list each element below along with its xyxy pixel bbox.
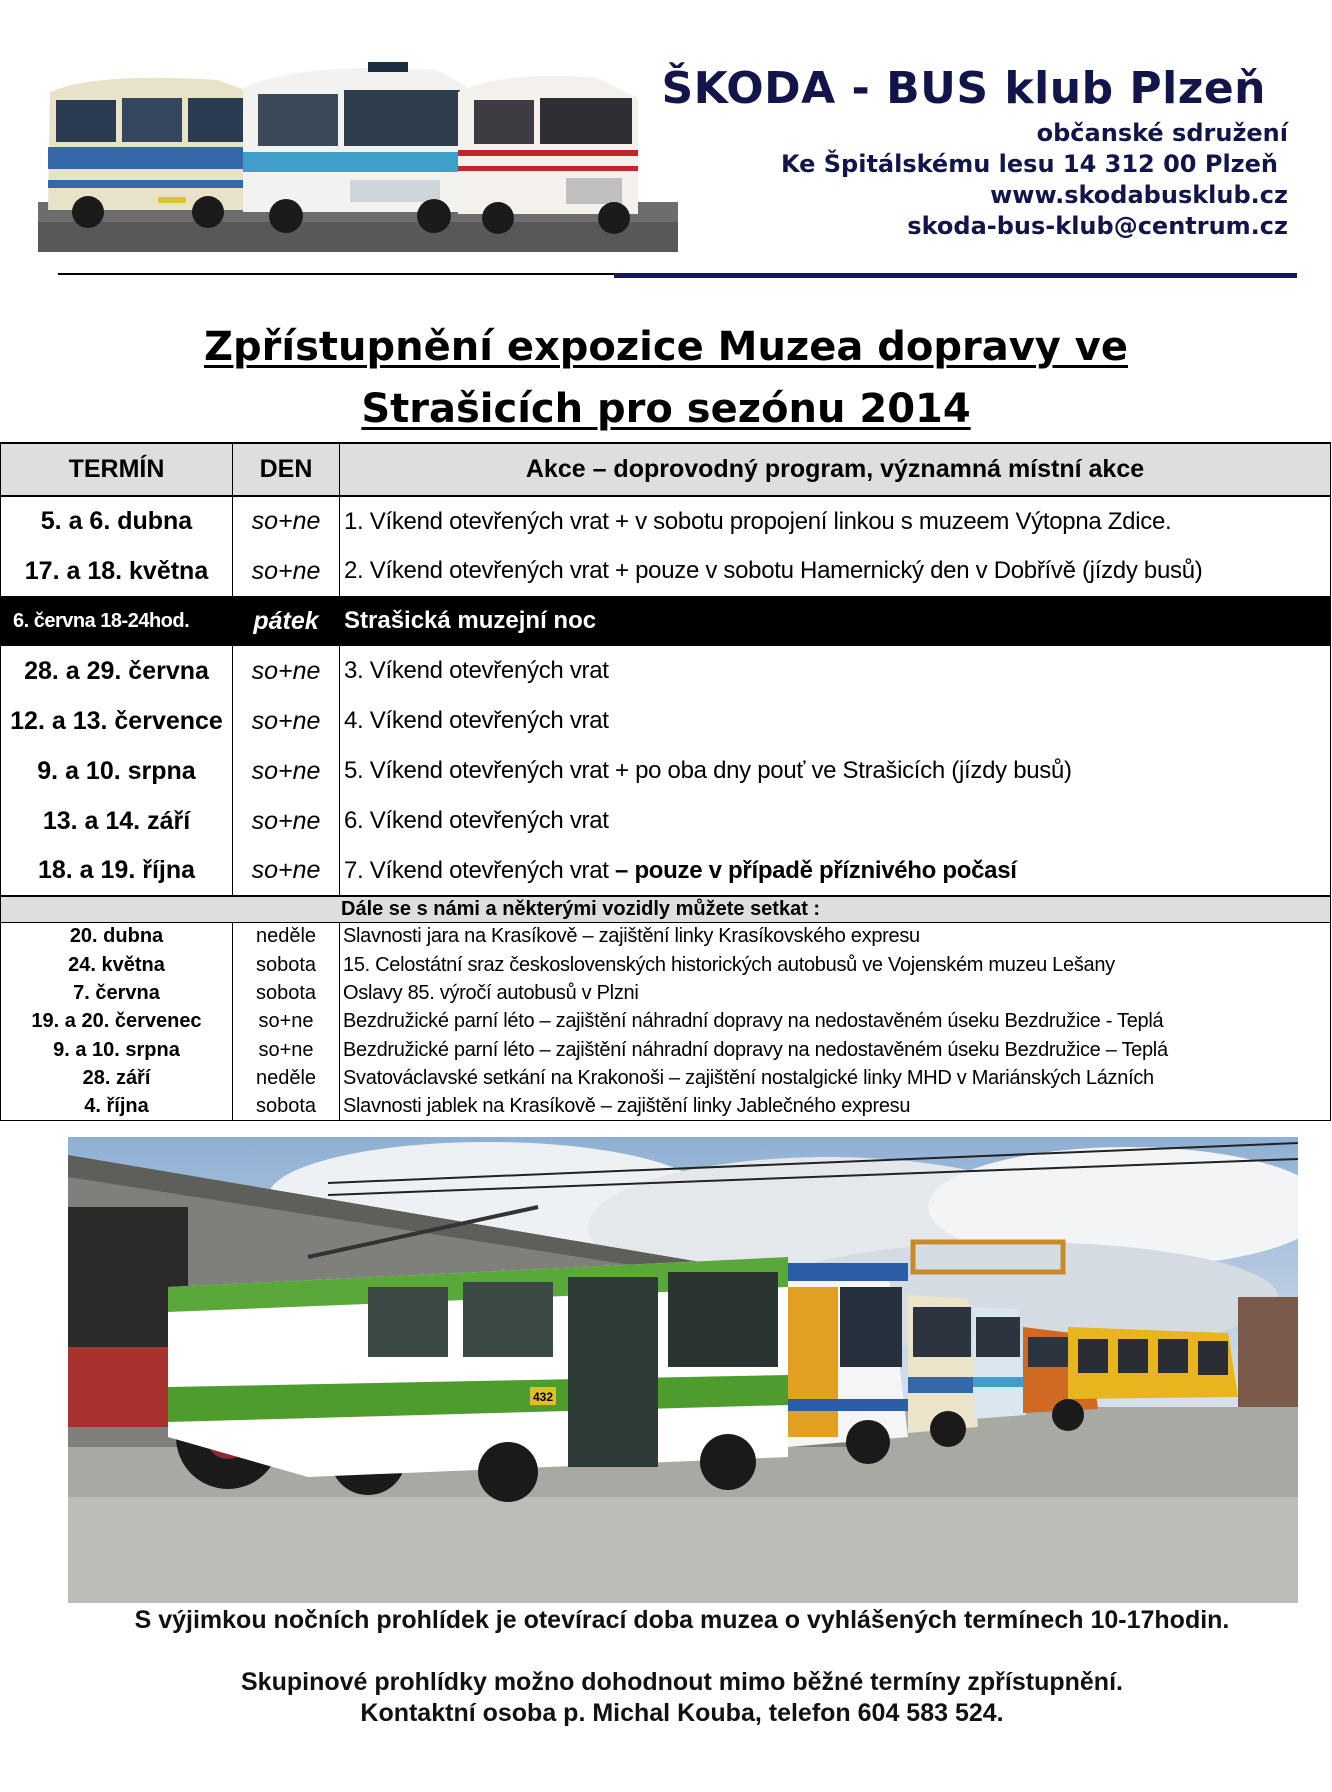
row-action: Strašická muzejní noc bbox=[340, 596, 1331, 646]
main-schedule bbox=[1, 496, 1331, 922]
row-term: 28. září bbox=[1, 1064, 233, 1092]
table-row bbox=[1, 546, 1331, 596]
row-day: so+ne bbox=[233, 496, 340, 546]
table-row bbox=[1, 746, 1331, 796]
header-term: TERMÍN bbox=[1, 443, 233, 496]
header-bus-photo bbox=[38, 52, 678, 252]
row-action bbox=[340, 846, 1331, 896]
row-action-text: 7. Víkend otevřených vrat bbox=[344, 856, 609, 884]
row-action: Slavnosti jara na Krasíkově – zajištění linky Krasíkovského expresu bbox=[340, 922, 1331, 950]
title-line-2: Strašicích pro sezónu 2014 bbox=[361, 386, 971, 432]
depot-photo bbox=[68, 1137, 1298, 1603]
table-row bbox=[1, 796, 1331, 846]
club-email[interactable]: skoda-bus-klub@centrum.cz bbox=[907, 212, 1288, 240]
row-day: neděle bbox=[233, 922, 340, 950]
table-row bbox=[1, 1064, 1331, 1092]
row-term: 9. a 10. srpna bbox=[1, 746, 233, 796]
row-day: pátek bbox=[233, 596, 340, 646]
row-day: so+ne bbox=[233, 1007, 340, 1035]
row-term: 24. května bbox=[1, 950, 233, 978]
row-day: sobota bbox=[233, 979, 340, 1007]
row-action: 15. Celostátní sraz československých historických autobusů ve Vojenském muzeu Lešany bbox=[340, 950, 1331, 978]
row-term: 28. a 29. června bbox=[1, 646, 233, 696]
row-term: 18. a 19. října bbox=[1, 846, 233, 896]
bus-left bbox=[48, 78, 250, 228]
row-day: so+ne bbox=[233, 546, 340, 596]
table-row bbox=[1, 1007, 1331, 1035]
table-row bbox=[1, 646, 1331, 696]
yellow-tram bbox=[1068, 1327, 1238, 1399]
row-day: sobota bbox=[233, 950, 340, 978]
row-action: 5. Víkend otevřených vrat + po oba dny pouť ve Strašicích (jízdy busů) bbox=[340, 746, 1331, 796]
row-term: 13. a 14. září bbox=[1, 796, 233, 846]
table-row-highlight bbox=[1, 596, 1331, 646]
row-action: 2. Víkend otevřených vrat + pouze v sobotu Hamernický den v Dobřívě (jízdy busů) bbox=[340, 546, 1331, 596]
row-action: 4. Víkend otevřených vrat bbox=[340, 696, 1331, 746]
row-action: 1. Víkend otevřených vrat + v sobotu propojení linkou s muzeem Výtopna Zdice. bbox=[340, 496, 1331, 546]
schedule-table bbox=[0, 442, 1331, 1121]
row-term: 20. dubna bbox=[1, 922, 233, 950]
row-day: so+ne bbox=[233, 696, 340, 746]
table-row bbox=[1, 922, 1331, 950]
header-action: Akce – doprovodný program, významná místní akce bbox=[340, 443, 1331, 496]
extra-heading: Dále se s námi a některými vozidly můžete setkat : bbox=[1, 896, 1331, 922]
extra-heading-row bbox=[1, 896, 1331, 922]
table-row bbox=[1, 950, 1331, 978]
bus-right bbox=[458, 76, 638, 234]
row-action: Oslavy 85. výročí autobusů v Plzni bbox=[340, 979, 1331, 1007]
table-row bbox=[1, 496, 1331, 546]
weather-warning: – pouze v případě příznivého počasí bbox=[608, 856, 1017, 884]
light-blue-bus bbox=[973, 1307, 1026, 1419]
table-header-row bbox=[1, 443, 1331, 496]
row-term: 19. a 20. červenec bbox=[1, 1007, 233, 1035]
depot-vehicles-illustration bbox=[68, 1137, 1298, 1603]
blue-trolleybus bbox=[788, 1263, 908, 1464]
row-day: neděle bbox=[233, 1064, 340, 1092]
opening-hours-note: S výjimkou nočních prohlídek je otevírací doba muzea o vyhlášených termínech 10-17hodin. bbox=[134, 1606, 1230, 1634]
row-term: 7. června bbox=[1, 979, 233, 1007]
row-day: so+ne bbox=[233, 646, 340, 696]
row-term: 4. října bbox=[1, 1092, 233, 1120]
header-day: DEN bbox=[233, 443, 340, 496]
group-tours-note: Skupinové prohlídky možno dohodnout mimo běžné termíny zpřístupnění. bbox=[241, 1668, 1123, 1696]
row-day: sobota bbox=[233, 1092, 340, 1120]
row-action: 3. Víkend otevřených vrat bbox=[340, 646, 1331, 696]
document-title bbox=[0, 316, 1332, 440]
row-term: 9. a 10. srpna bbox=[1, 1036, 233, 1064]
row-day: so+ne bbox=[233, 796, 340, 846]
title-line-1: Zpřístupnění expozice Muzea dopravy ve bbox=[204, 324, 1128, 370]
club-address: Ke Špitálskému lesu 14 312 00 Plzeň bbox=[780, 150, 1278, 178]
row-term: 12. a 13. července bbox=[1, 696, 233, 746]
row-term: 17. a 18. května bbox=[1, 546, 233, 596]
header-divider-thin bbox=[58, 273, 618, 275]
table-row bbox=[1, 696, 1331, 746]
contact-note: Kontaktní osoba p. Michal Kouba, telefon 604 583 524. bbox=[360, 1699, 1004, 1727]
club-website[interactable]: www.skodabusklub.cz bbox=[990, 181, 1288, 209]
header-divider-thick bbox=[614, 273, 1297, 278]
row-day: so+ne bbox=[233, 746, 340, 796]
row-action: 6. Víkend otevřených vrat bbox=[340, 796, 1331, 846]
cream-bus bbox=[908, 1295, 978, 1447]
club-info bbox=[628, 60, 1288, 242]
row-day: so+ne bbox=[233, 846, 340, 896]
row-action: Bezdružické parní léto – zajištění náhradní dopravy na nedostavěném úseku Bezdružice – Teplá bbox=[340, 1036, 1331, 1064]
row-action: Slavnosti jablek na Krasíkově – zajištění linky Jablečného expresu bbox=[340, 1092, 1331, 1120]
club-name: ŠKODA - BUS klub Plzeň bbox=[661, 63, 1266, 114]
trolleybus-number: 432 bbox=[532, 1390, 554, 1404]
row-action: Bezdružické parní léto – zajištění náhradní dopravy na nedostavěném úseku Bezdružice - Teplá bbox=[340, 1007, 1331, 1035]
table-row bbox=[1, 979, 1331, 1007]
vintage-buses-illustration bbox=[38, 52, 678, 252]
extra-events bbox=[1, 922, 1331, 1121]
row-term: 6. června 18-24hod. bbox=[1, 596, 233, 646]
club-subtitle: občanské sdružení bbox=[1036, 119, 1288, 147]
row-day: so+ne bbox=[233, 1036, 340, 1064]
table-row bbox=[1, 1092, 1331, 1120]
table-row bbox=[1, 846, 1331, 896]
bus-middle bbox=[243, 62, 466, 233]
table-row bbox=[1, 1036, 1331, 1064]
row-action: Svatováclavské setkání na Krakonoši – zajištění nostalgické linky MHD v Mariánských Lázních bbox=[340, 1064, 1331, 1092]
row-term: 5. a 6. dubna bbox=[1, 496, 233, 546]
